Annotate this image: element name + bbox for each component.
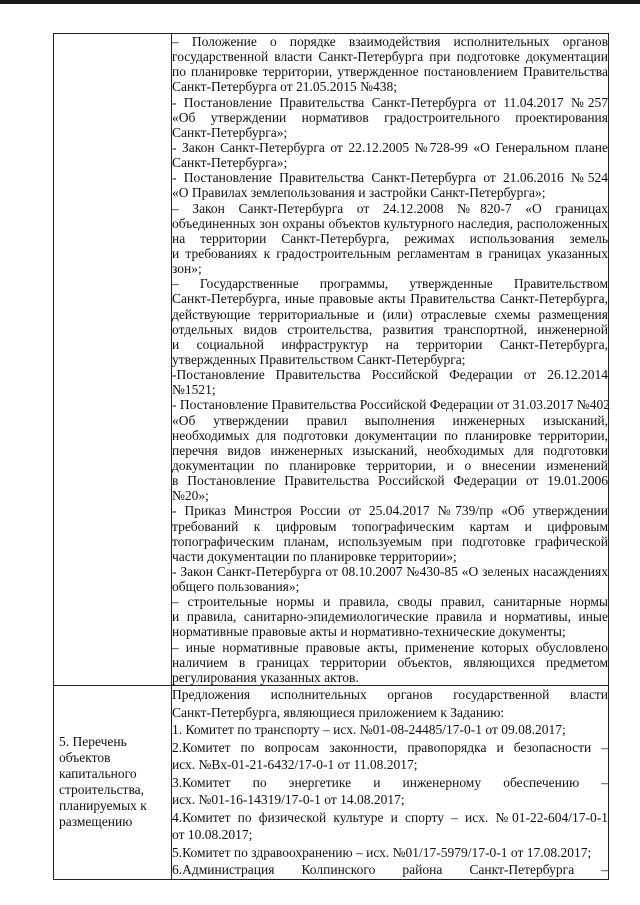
text-line: необходимых для подготовки документации по планировке территории, <box>172 427 608 443</box>
text-line: Санкт-Петербурга, иные правовые акты Правительства Санкт-Петербурга, <box>172 291 608 307</box>
text-line: 3.Комитет по энергетике и инженерному обеспечению – <box>172 774 608 790</box>
text-line: в Постановление Правительства Российской Федерации от 19.01.2006 <box>172 473 608 489</box>
text-line: требований к цифровым топографическим картам и цифровым <box>172 518 608 534</box>
text-line: - Приказ Минстроя России от 25.04.2017 №739/пр «Об утверждении <box>172 503 608 519</box>
text-line: части документации по планировке территории»; <box>172 548 457 564</box>
text-line: 4.Комитет по физической культуре и спорту – исх. №01-22-604/17-0-1 <box>172 809 608 825</box>
text-line: – Закон Санкт-Петербурга от 24.12.2008 №820-7 «О границах <box>172 200 608 216</box>
text-line: утвержденных Правительством Санкт-Петербурга; <box>172 351 466 367</box>
text-line: – строительные нормы и правила, своды правил, санитарные нормы <box>172 594 608 610</box>
text-line: «О Правилах землепользования и застройки Санкт-Петербурга»; <box>172 185 546 201</box>
row-content-cell <box>172 686 609 880</box>
text-line: государственной власти Санкт-Петербурга при подготовке документации <box>172 49 608 65</box>
text-line: перечня видов инженерных изысканий, необходимых для подготовки <box>172 442 608 458</box>
text-line: №20»; <box>172 488 209 504</box>
text-line: действующие территориальные и (или) отраслевые схемы размещения <box>172 306 608 322</box>
text-line: Санкт-Петербурга»; <box>172 155 288 171</box>
task-table <box>53 33 609 880</box>
text-line: – иные нормативные правовые акты, применение которых обусловлено <box>172 639 608 655</box>
text-line: наличием в границах территории объектов, являющихся предметом <box>172 654 608 670</box>
text-line: - Постановление Правительства Российской Федерации от 31.03.2017 №402 <box>172 397 610 413</box>
text-line: - Постановление Правительства Санкт-Петербурга от 21.06.2016 №524 <box>172 170 608 186</box>
text-line: регулирования указанных актов. <box>172 669 359 685</box>
text-line: – Положение о порядке взаимодействия исполнительных органов <box>172 34 608 49</box>
text-line: - Закон Санкт-Петербурга от 22.12.2005 №728-99 «О Генеральном плане <box>172 139 608 155</box>
text-line: 5.Комитет по здравоохранению – исх. №01/17-5979/17-0-1 от 17.08.2017; <box>172 844 592 860</box>
text-line: 1. Комитет по транспорту – исх. №01-08-24485/17-0-1 от 09.08.2017; <box>172 722 566 738</box>
text-line: 2.Комитет по вопросам законности, правопорядка и безопасности – <box>172 739 608 755</box>
text-line: Предложения исполнительных органов государственной власти <box>172 687 608 703</box>
normative-acts-list <box>172 34 608 685</box>
text-line: Санкт-Петербурга, являющиеся приложением к Заданию: <box>172 704 505 720</box>
text-line: Санкт-Петербурга»; <box>172 124 288 140</box>
text-line: топографическим планам, используемым при подготовке графической <box>172 533 608 549</box>
agency-proposals-list <box>172 686 608 879</box>
scan-top-edge <box>0 0 640 4</box>
text-line: Санкт-Петербурга от 21.05.2015 №438; <box>172 79 397 95</box>
row-label: 5. Перечень объектов капитального строительства, планируемых к размещению <box>59 734 147 830</box>
text-line: – Государственные программы, утвержденные Правительством <box>172 276 608 292</box>
table-row <box>54 686 609 880</box>
text-line: и социальной инфраструктур на территории Санкт-Петербурга, <box>172 336 608 352</box>
text-line: - Закон Санкт-Петербурга от 08.10.2007 №430-85 «О зеленых насаждениях <box>172 563 608 579</box>
text-line: 6.Администрация Колпинского района Санкт-Петербурга – <box>172 862 608 878</box>
text-line: исх. №01-16-14319/17-0-1 от 14.08.2017; <box>172 792 405 808</box>
text-line: объединенных зон охраны объектов культурного наследия, расположенных <box>172 215 608 231</box>
text-line: документации по планировке территории, и о внесении изменений <box>172 457 608 473</box>
text-line: на территории Санкт-Петербурга, режимах использования земель <box>172 230 608 246</box>
text-line: и требованиях к градостроительным регламентам в границах указанных <box>172 245 608 261</box>
text-line: исх. №Вх-01-21-6432/17-0-1 от 11.08.2017; <box>172 757 418 773</box>
row-content-cell <box>172 34 609 686</box>
table-row <box>54 34 609 686</box>
row-label-cell <box>54 686 172 880</box>
row-label-cell <box>54 34 172 686</box>
text-line: нормативные правовые акты и нормативно-технические документы; <box>172 624 566 640</box>
text-line: -Постановление Правительства Российской Федерации от 26.12.2014 <box>172 367 608 383</box>
text-line: от 10.08.2017; <box>172 827 253 843</box>
text-line: по планировке территории, утвержденное постановлением Правительства <box>172 64 608 80</box>
text-line: зон»; <box>172 261 202 277</box>
text-line: общего пользования»; <box>172 579 300 595</box>
text-line: №1521; <box>172 382 216 398</box>
text-line: - Постановление Правительства Санкт-Петербурга от 11.04.2017 №257 <box>172 94 608 110</box>
text-line: «Об утверждении нормативов градостроительного проектирования <box>172 109 608 125</box>
text-line: и правила, санитарно-эпидемиологические правила и нормативы, иные <box>172 609 608 625</box>
text-line: «Об утверждении правил выполнения инженерных изысканий, <box>172 412 608 428</box>
text-line: отдельных видов строительства, развития транспортной, инженерной <box>172 321 608 337</box>
